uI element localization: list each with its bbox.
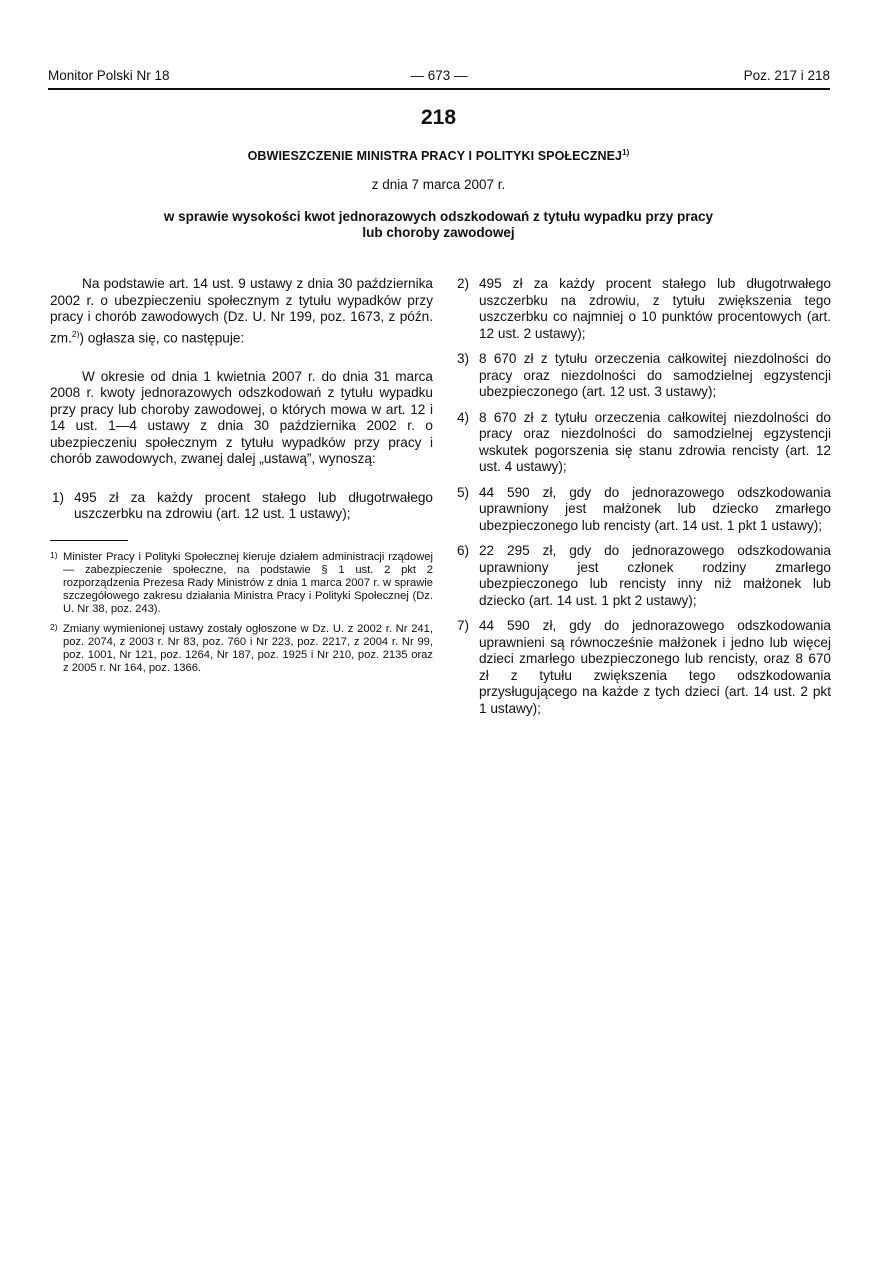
subject-line-2: lub choroby zawodowej: [362, 225, 515, 240]
body-paragraph: W okresie od dnia 1 kwietnia 2007 r. do dnia 31 marca 2008 r. kwoty jednorazowych odszkodowań z tytułu wypadku przy pracy lub choroby zawodowej, o których mowa w art. 12 i 14 ust. 1—4 ustawy z dnia 30 października 2002 r. o ubezpieczeniu społecznym z tytułu wypadków przy pracy i chorób zawodowych, zwanej dalej „ustawą”, wynoszą:: [50, 368, 433, 467]
intro-paragraph: [50, 276, 433, 347]
page-number: — 673 —: [410, 68, 468, 83]
item-number: 4): [457, 409, 470, 425]
subject-line-1: w sprawie wysokości kwot jednorazowych odszkodowań z tytułu wypadku przy pracy: [163, 209, 714, 224]
item-number: 3): [457, 351, 470, 366]
journal-name: Monitor Polski Nr 18: [48, 68, 170, 83]
list-item: [52, 490, 433, 523]
item-text: 8 670 zł z tytułu orzeczenia całkowitej niezdolności do pracy oraz niezdolności do samodzielnej egzystencji ubezpieczonego (art. 12 ust. 3 ustawy);: [479, 351, 831, 399]
item-text: 8 670 zł z tytułu orzeczenia całkowitej niezdolności do pracy oraz niezdolności do samodzielnej egzystencji wskutek pogorszenia się stanu zdrowia rencisty (art. 12 ust. 4 ustawy);: [479, 409, 831, 474]
list-item: [457, 351, 831, 401]
position-range: Poz. 217 i 218: [743, 68, 830, 83]
title-text: OBWIESZCZENIE MINISTRA PRACY I POLITYKI SPOŁECZNEJ: [247, 149, 623, 164]
item-number: 1): [52, 489, 65, 505]
position-number: 218: [420, 106, 457, 129]
item-number: 7): [457, 618, 470, 633]
footnote: [50, 623, 433, 676]
item-text: 44 590 zł, gdy do jednorazowego odszkodowania uprawniony jest małżonek lub dziecko zmarłego ubezpieczonego lub rencisty (art. 14 ust. 1 pkt 1 ustawy);: [479, 484, 831, 533]
footnote-text: Zmiany wymienionej ustawy zostały ogłoszone w Dz. U. z 2002 r. Nr 241, poz. 2074, z 2003 r. Nr 83, poz. 760 i Nr 223, poz. 2217, z 2004 r. Nr 99, poz. 1001, Nr 121, poz. 1264, Nr 187, poz. 1925 i Nr 210, poz. 2135 oraz z 2005 r. Nr 164, poz. 1366.: [63, 622, 433, 675]
list-item: [457, 543, 831, 609]
intro-text: Na podstawie art. 14 ust. 9 ustawy z dnia 30 października 2002 r. o ubezpieczeniu społecznym z tytułu wypadków przy pracy i chorób zawodowych (Dz. U. Nr 199, poz. 1673, z późn. zm.: [50, 276, 433, 346]
item-text: 44 590 zł, gdy do jednorazowego odszkodowania uprawnieni są równocześnie małżonek i jedno lub więcej dzieci zmarłego ubezpieczonego lub rencisty, oraz 8 670 zł z tytułu zwiększenia tego odszkodowania przysługującego na każde z tych dzieci (art. 14 ust. 2 pkt 1 ustawy);: [479, 618, 831, 716]
footnote-mark: 1): [50, 549, 58, 560]
document-title: [0, 148, 877, 163]
item-number: 5): [457, 484, 470, 500]
item-text: 495 zł za każdy procent stałego lub długotrwałego uszczerbku na zdrowiu (art. 12 ust. 1 ustawy);: [74, 489, 433, 522]
item-text: 22 295 zł, gdy do jednorazowego odszkodowania uprawniony jest członek rodziny zmarłego ubezpieczonego lub rencisty inny niż małżonek lub dziecko (art. 14 ust. 1 pkt 2 ustawy);: [479, 543, 831, 608]
list-item: [457, 276, 831, 342]
footnote-mark: 2): [50, 621, 58, 632]
header-divider: [48, 88, 830, 90]
intro-footnote-ref: 2): [71, 328, 80, 339]
footnote-text: Minister Pracy i Polityki Społecznej kieruje działem administracji rządowej — zabezpieczenie społeczne, na podstawie § 1 ust. 2 pkt 2 rozporządzenia Prezesa Rady Ministrów z dnia 1 marca 2007 r. w sprawie szczegółowego zakresu działania Ministra Pracy i Polityki Społecznej (Dz. U. Nr 38, poz. 243).: [63, 550, 433, 616]
left-column: [50, 276, 433, 681]
item-text: 495 zł za każdy procent stałego lub długotrwałego uszczerbku na zdrowiu, z tytułu zwiększenia tego uszczerbku co najmniej o 10 punktów procentowych (art. 12 ust. 2 ustawy);: [479, 276, 831, 341]
title-footnote-ref: 1): [622, 148, 630, 157]
right-column: [457, 276, 831, 726]
list-item: [457, 485, 831, 535]
item-number: 2): [457, 276, 470, 291]
footnote-divider: [50, 540, 128, 541]
footnote: [50, 551, 433, 617]
document-date: z dnia 7 marca 2007 r.: [371, 177, 506, 192]
intro-text-end: ) ogłasza się, co następuje:: [79, 330, 245, 346]
document-subject: [100, 209, 777, 241]
list-item: [457, 618, 831, 717]
page-header: [48, 68, 830, 88]
item-number: 6): [457, 543, 470, 558]
list-item: [457, 410, 831, 476]
